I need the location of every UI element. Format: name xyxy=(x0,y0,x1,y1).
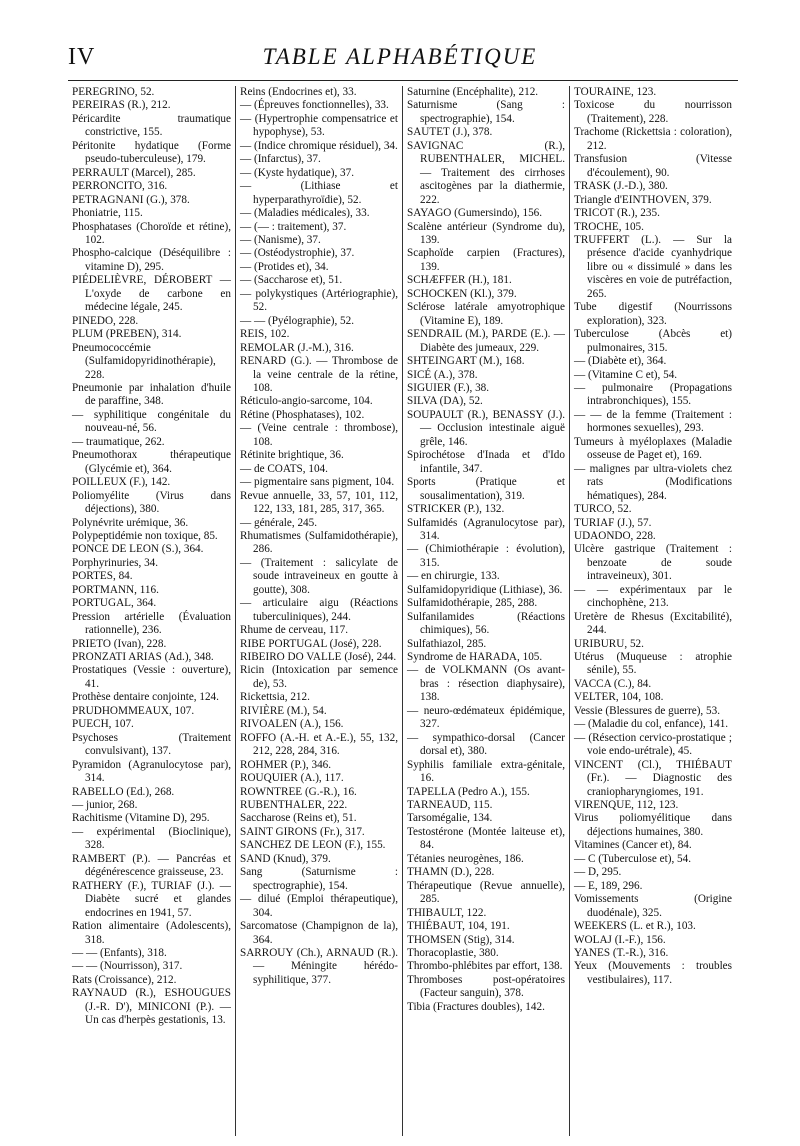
index-entry: Rhumatismes (Sulfamidothérapie), 286. xyxy=(240,529,398,556)
index-entry: ROFFO (A.-H. et A.-E.), 55, 132, 212, 228, 284, 316. xyxy=(240,731,398,758)
index-entry: — générale, 245. xyxy=(240,516,318,529)
index-entry: YANES (T.-R.), 316. xyxy=(574,947,669,959)
index-entry: WOLAJ (I.-F.), 156. xyxy=(574,933,666,946)
index-column-4 xyxy=(569,86,736,1136)
index-entry: TROCHE, 105. xyxy=(574,220,644,233)
index-entry: — (Traitement : salicylate de soude intraveineux en goutte à goutte), 308. xyxy=(240,556,398,596)
index-entry: — C (Tuberculose et), 54. xyxy=(574,852,692,865)
index-entry: Péritonite hydatique (Forme pseudo-tuberculeuse), 179. xyxy=(72,139,231,166)
index-entry: SCHÆFFER (H.), 181. xyxy=(407,274,512,287)
index-entry: Scaphoïde carpien (Fractures), 139. xyxy=(407,247,565,273)
index-entry: SAUTET (J.), 378. xyxy=(407,126,493,139)
index-entry: PRONZATI ARIAS (Ad.), 348. xyxy=(72,651,214,664)
index-entry: SCHOCKEN (Kl.), 379. xyxy=(407,287,517,300)
index-entry: TAPELLA (Pedro A.), 155. xyxy=(407,785,530,798)
index-entry: — (Hypertrophie compensatrice et hypophyse), 53. xyxy=(240,112,398,139)
index-entry: SOUPAULT (R.), BENASSY (J.). — Occlusion intestinale aiguë grêle, 146. xyxy=(407,408,565,448)
index-entry: Phosphatases (Choroïde et rétine), 102. xyxy=(72,220,231,246)
index-entry: URIBURU, 52. xyxy=(574,637,644,650)
index-entry: — traumatique, 262. xyxy=(72,435,165,448)
index-entry: SAYAGO (Gumersindo), 156. xyxy=(407,207,543,220)
index-entry: Thoracoplastie, 380. xyxy=(407,947,499,959)
index-entry: — (Indice chromique résiduel), 34. xyxy=(240,139,398,152)
index-entry: — malignes par ultra-violets chez rats (Modifications hématiques), 284. xyxy=(574,462,732,502)
index-entry: VIRENQUE, 112, 123. xyxy=(574,799,679,812)
index-entry: Tuberculose (Abcès et) pulmonaires, 315. xyxy=(574,328,732,354)
index-entry: — E, 189, 296. xyxy=(574,879,643,892)
index-entry: TURIAF (J.), 57. xyxy=(574,516,652,529)
index-entry: — (Lithiase et hyperparathyroïdie), 52. xyxy=(240,180,398,206)
index-entry: Sclérose latérale amyotrophique (Vitamine E), 189. xyxy=(407,301,565,327)
index-column-2 xyxy=(235,86,402,1136)
index-entry: REMOLAR (J.-M.), 316. xyxy=(240,341,354,354)
index-entry: PORTES, 84. xyxy=(72,570,133,583)
index-entry: Rachitisme (Vitamine D), 295. xyxy=(72,812,210,825)
index-entry: — — (Enfants), 318. xyxy=(72,947,167,959)
index-entry: SIGUIER (F.), 38. xyxy=(407,381,490,394)
index-entry: SARROUY (Ch.), ARNAUD (R.). — Méningite hérédo-syphilitique, 377. xyxy=(240,947,398,986)
index-entry: PEREGRINO, 52. xyxy=(72,86,155,98)
index-entry: Yeux (Mouvements : troubles vestibulaires), 117. xyxy=(574,960,732,986)
index-entry: Sports (Pratique et sousalimentation), 319. xyxy=(407,476,565,502)
index-entry: RAMBERT (P.). — Pancréas et dégénérescence graisseuse, 23. xyxy=(72,852,231,879)
index-entry: PIÉDELIÈVRE, DÉROBERT — L'oxyde de carbone en médecine légale, 245. xyxy=(72,274,231,314)
index-entry: Prostatiques (Vessie : ouverture), 41. xyxy=(72,664,231,690)
index-entry: Péricardite traumatique constrictive, 155. xyxy=(72,112,231,139)
index-entry: — (Ostéodystrophie), 37. xyxy=(240,247,355,260)
index-entry: Transfusion (Vitesse d'écoulement), 90. xyxy=(574,153,732,179)
index-entry: — (Saccharose et), 51. xyxy=(240,274,343,287)
index-entry: PLUM (PREBEN), 314. xyxy=(72,328,182,341)
index-entry: Reins (Endocrines et), 33. xyxy=(240,86,357,98)
index-entry: STRICKER (P.), 132. xyxy=(407,503,505,516)
index-entry: — (Kyste hydatique), 37. xyxy=(240,166,355,179)
index-entry: Rhume de cerveau, 117. xyxy=(240,624,349,637)
index-entry: TRUFFERT (L.). — Sur la présence d'acide cyanhydrique libre ou « dissimulé » dans les viscères en voie de putréfaction, 265. xyxy=(574,233,732,300)
index-entry: — (Résection cervico-prostatique ; voie endo-urétrale), 45. xyxy=(574,731,732,758)
index-entry: — (Chimiothérapie : évolution), 315. xyxy=(407,543,565,569)
index-entry: RIBEIRO DO VALLE (José), 244. xyxy=(240,651,397,664)
index-entry: Scalène antérieur (Syndrome du), 139. xyxy=(407,220,565,246)
index-entry: UDAONDO, 228. xyxy=(574,529,656,542)
index-entry: — neuro-œdémateux épidémique, 327. xyxy=(407,704,565,731)
index-entry: — de VOLKMANN (Os avant-bras : résection diaphysaire), 138. xyxy=(407,664,565,704)
index-entry: Triangle d'EINTHOVEN, 379. xyxy=(574,193,712,206)
index-entry: Pression artérielle (Évaluation rationnelle), 236. xyxy=(72,610,231,637)
index-entry: ROUQUIER (A.), 117. xyxy=(240,772,344,785)
index-entry: RENARD (G.). — Thrombose de la veine centrale de la rétine, 108. xyxy=(240,355,398,394)
index-entry: TURCO, 52. xyxy=(574,503,632,516)
index-entry: TRICOT (R.), 235. xyxy=(574,207,660,220)
index-entry: Pneumonie par inhalation d'huile de paraffine, 348. xyxy=(72,381,231,408)
index-entry: Porphyrinuries, 34. xyxy=(72,556,159,569)
index-entry: Saccharose (Reins et), 51. xyxy=(240,812,357,825)
index-entry: Testostérone (Montée laiteuse et), 84. xyxy=(407,825,565,852)
index-entry: Poliomyélite (Virus dans déjections), 380. xyxy=(72,489,231,516)
index-entry: Utérus (Muqueuse : atrophie sénile), 55. xyxy=(574,651,732,677)
index-entry: — (Nanisme), 37. xyxy=(240,233,321,246)
index-entry: Réticulo-angio-sarcome, 104. xyxy=(240,395,373,408)
index-entry: POILLEUX (F.), 142. xyxy=(72,476,171,489)
index-entry: — de COATS, 104. xyxy=(240,462,328,475)
index-entry: TOURAINE, 123. xyxy=(574,86,657,98)
index-entry: Ration alimentaire (Adolescents), 318. xyxy=(72,920,231,946)
index-entry: SICÉ (A.), 378. xyxy=(407,368,478,381)
index-entry: PUECH, 107. xyxy=(72,718,134,731)
index-entry: Tibia (Fractures doubles), 142. xyxy=(407,1000,545,1013)
index-entry: — — (Nourrisson), 317. xyxy=(72,960,183,973)
index-entry: Prothèse dentaire conjointe, 124. xyxy=(72,691,219,704)
index-entry: Sulfathiazol, 285. xyxy=(407,637,487,650)
index-entry: — (Maladie du col, enfance), 141. xyxy=(574,718,729,731)
index-entry: VACCA (C.), 84. xyxy=(574,677,652,690)
index-entry: — — de la femme (Traitement : hormones sexuelles), 293. xyxy=(574,408,732,435)
index-entry: Pneumothorax thérapeutique (Glycémie et), 364. xyxy=(72,449,231,475)
page-number: IV xyxy=(68,44,96,70)
index-entry: THAMN (D.), 228. xyxy=(407,866,495,879)
index-entry: — articulaire aigu (Réactions tuberculiniques), 244. xyxy=(240,597,398,623)
index-entry: RIVIÈRE (M.), 54. xyxy=(240,704,327,717)
index-entry: Sulfamidés (Agranulocytose par), 314. xyxy=(407,516,565,542)
index-entry: Sang (Saturnisme : spectrographie), 154. xyxy=(240,866,398,892)
index-entry: PORTMANN, 116. xyxy=(72,583,159,596)
index-entry: Uretère de Rhesus (Excitabilité), 244. xyxy=(574,610,732,637)
index-entry: TARNEAUD, 115. xyxy=(407,799,493,812)
index-entry: Revue annuelle, 33, 57, 101, 112, 122, 133, 181, 285, 317, 365. xyxy=(240,489,398,516)
index-entry: WEEKERS (L. et R.), 103. xyxy=(574,920,696,933)
index-entry: PRIETO (Ivan), 228. xyxy=(72,637,167,650)
index-entry: Vomissements (Origine duodénale), 325. xyxy=(574,893,732,919)
index-entry: SANCHEZ DE LEON (F.), 155. xyxy=(240,839,386,852)
index-columns xyxy=(68,86,738,1136)
index-entry: Phoniatrie, 115. xyxy=(72,207,143,220)
index-entry: — (Maladies médicales), 33. xyxy=(240,207,370,220)
index-entry: Tarsomégalie, 134. xyxy=(407,812,493,825)
index-entry: Pneumococcémie (Sulfamidopyridinothérapie), 228. xyxy=(72,341,216,381)
index-entry: — dilué (Emploi thérapeutique), 304. xyxy=(240,893,398,919)
header-rule xyxy=(68,80,738,81)
index-entry: REIS, 102. xyxy=(240,328,290,341)
index-entry: Tube digestif (Nourrissons exploration), 323. xyxy=(574,301,732,327)
index-entry: Phospho-calcique (Déséquilibre : vitamine D), 295. xyxy=(72,247,231,273)
index-entry: — junior, 268. xyxy=(72,799,138,812)
index-entry: RATHERY (F.), TURIAF (J.). — Diabète sucré et glandes endocrines en 1941, 57. xyxy=(72,879,231,919)
index-entry: TRASK (J.-D.), 380. xyxy=(574,180,668,193)
index-entry: PINEDO, 228. xyxy=(72,314,139,327)
index-entry: ROHMER (P.), 346. xyxy=(240,758,332,771)
index-entry: SAND (Knud), 379. xyxy=(240,852,331,865)
index-entry: — sympathico-dorsal (Cancer dorsal et), 380. xyxy=(407,731,565,758)
index-entry: Rétinite brightique, 36. xyxy=(240,449,344,462)
index-entry: SAINT GIRONS (Fr.), 317. xyxy=(240,825,365,838)
index-entry: Sulfanilamides (Réactions chimiques), 56. xyxy=(407,610,565,637)
index-entry: Virus poliomyélitique dans déjections humaines, 380. xyxy=(574,812,732,838)
index-column-3 xyxy=(402,86,569,1136)
index-entry: — (Épreuves fonctionnelles), 33. xyxy=(240,99,389,112)
index-entry: — D, 295. xyxy=(574,866,622,879)
index-entry: RAYNAUD (R.), ESHOUGUES (J.-R. D'), MINICONI (P.). — Un cas d'herpès gestationis, 13. xyxy=(72,987,231,1027)
index-entry: RIVOALEN (A.), 156. xyxy=(240,718,344,731)
index-entry: Polynévrite urémique, 36. xyxy=(72,516,189,529)
index-entry: Rats (Croissance), 212. xyxy=(72,973,177,986)
index-entry: THIÉBAUT, 104, 191. xyxy=(407,920,510,933)
index-entry: Thrombo-phlébites par effort, 138. xyxy=(407,960,563,973)
index-entry: Tumeurs à myéloplaxes (Maladie osseuse de Paget et), 169. xyxy=(574,435,732,462)
index-entry: — (Infarctus), 37. xyxy=(240,153,321,166)
index-entry: Pyramidon (Agranulocytose par), 314. xyxy=(72,758,231,785)
index-entry: THOMSEN (Stig), 314. xyxy=(407,933,515,946)
index-entry: RUBENTHALER, 222. xyxy=(240,799,348,812)
index-entry: Vitamines (Cancer et), 84. xyxy=(574,839,692,852)
index-entry: — pulmonaire (Propagations intrabronchiques), 155. xyxy=(574,381,732,408)
index-entry: RIBE PORTUGAL (José), 228. xyxy=(240,637,382,650)
index-entry: — (— : traitement), 37. xyxy=(240,220,347,233)
index-entry: PONCE DE LEON (S.), 364. xyxy=(72,543,204,556)
index-entry: PERRONCITO, 316. xyxy=(72,180,168,193)
index-entry: Toxicose du nourrisson (Traitement), 228. xyxy=(574,99,732,125)
index-entry: Psychoses (Traitement convulsivant), 137. xyxy=(72,731,231,758)
index-entry: — polykystiques (Artériographie), 52. xyxy=(240,287,398,314)
index-entry: Saturnine (Encéphalite), 212. xyxy=(407,86,539,98)
index-entry: Ulcère gastrique (Traitement : benzoate de soude intraveineux), 301. xyxy=(574,543,732,583)
index-entry: PORTUGAL, 364. xyxy=(72,597,157,610)
index-entry: Vessie (Blessures de guerre), 53. xyxy=(574,704,721,717)
index-entry: PEREIRAS (R.), 212. xyxy=(72,99,171,112)
index-entry: Syphilis familiale extra-génitale, 16. xyxy=(407,758,565,785)
index-entry: ROWNTREE (G.-R.), 16. xyxy=(240,785,357,798)
index-entry: — (Veine centrale : thrombose), 108. xyxy=(240,422,398,448)
index-entry: Trachome (Rickettsia : coloration), 212. xyxy=(574,126,732,152)
index-entry: — en chirurgie, 133. xyxy=(407,570,500,583)
index-entry: PERRAULT (Marcel), 285. xyxy=(72,166,196,179)
index-entry: THIBAULT, 122. xyxy=(407,906,487,919)
index-entry: Thérapeutique (Revue annuelle), 285. xyxy=(407,879,565,906)
index-entry: VINCENT (Cl.), THIÉBAUT (Fr.). — Diagnostic des craniopharyngiomes, 191. xyxy=(574,758,732,798)
page-title: TABLE ALPHABÉTIQUE xyxy=(262,44,538,69)
index-entry: Rétine (Phosphatases), 102. xyxy=(240,408,365,421)
index-entry: — expérimental (Bioclinique), 328. xyxy=(72,825,231,852)
index-entry: Syndrome de HARADA, 105. xyxy=(407,651,543,664)
index-entry: PETRAGNANI (G.), 378. xyxy=(72,193,190,206)
index-entry: SAVIGNAC (R.), RUBENTHALER, MICHEL. — Traitement des cirrhoses ascitogènes par la diathermie, 222. xyxy=(407,139,565,206)
index-entry: Spirochétose d'Inada et d'Ido infantile, 347. xyxy=(407,449,565,475)
index-entry: VELTER, 104, 108. xyxy=(574,691,664,704)
index-entry: — — (Pyélographie), 52. xyxy=(240,314,355,327)
index-entry: — (Diabète et), 364. xyxy=(574,355,667,368)
index-entry: PRUDHOMMEAUX, 107. xyxy=(72,704,195,717)
index-entry: Ricin (Intoxication par semence de), 53. xyxy=(240,664,398,690)
index-entry: SENDRAIL (M.), PARDE (E.). — Diabète des jumeaux, 229. xyxy=(407,328,565,354)
index-entry: SHTEINGART (M.), 168. xyxy=(407,355,525,368)
index-entry: — — expérimentaux par le cinchophène, 213. xyxy=(574,583,732,610)
index-entry: Rickettsia, 212. xyxy=(240,691,310,704)
index-entry: — (Vitamine C et), 54. xyxy=(574,368,678,381)
index-entry: Sulfamidothérapie, 285, 288. xyxy=(407,597,538,610)
index-entry: SILVA (DA), 52. xyxy=(407,395,483,408)
index-entry: Thromboses post-opératoires (Facteur sanguin), 378. xyxy=(407,973,565,1000)
index-entry: Saturnisme (Sang : spectrographie), 154. xyxy=(407,99,565,125)
index-entry: — pigmentaire sans pigment, 104. xyxy=(240,476,395,489)
index-entry: Sulfamidopyridique (Lithiase), 36. xyxy=(407,583,563,596)
index-column-1 xyxy=(68,86,235,1136)
index-entry: — syphilitique congénitale du nouveau-né, 56. xyxy=(72,408,231,435)
index-entry: Tétanies neurogènes, 186. xyxy=(407,852,524,865)
index-entry: RABELLO (Ed.), 268. xyxy=(72,785,175,798)
index-entry: Polypeptidémie non toxique, 85. xyxy=(72,529,218,542)
index-entry: — (Protides et), 34. xyxy=(240,260,329,273)
index-entry: Sarcomatose (Champignon de la), 364. xyxy=(240,920,398,946)
